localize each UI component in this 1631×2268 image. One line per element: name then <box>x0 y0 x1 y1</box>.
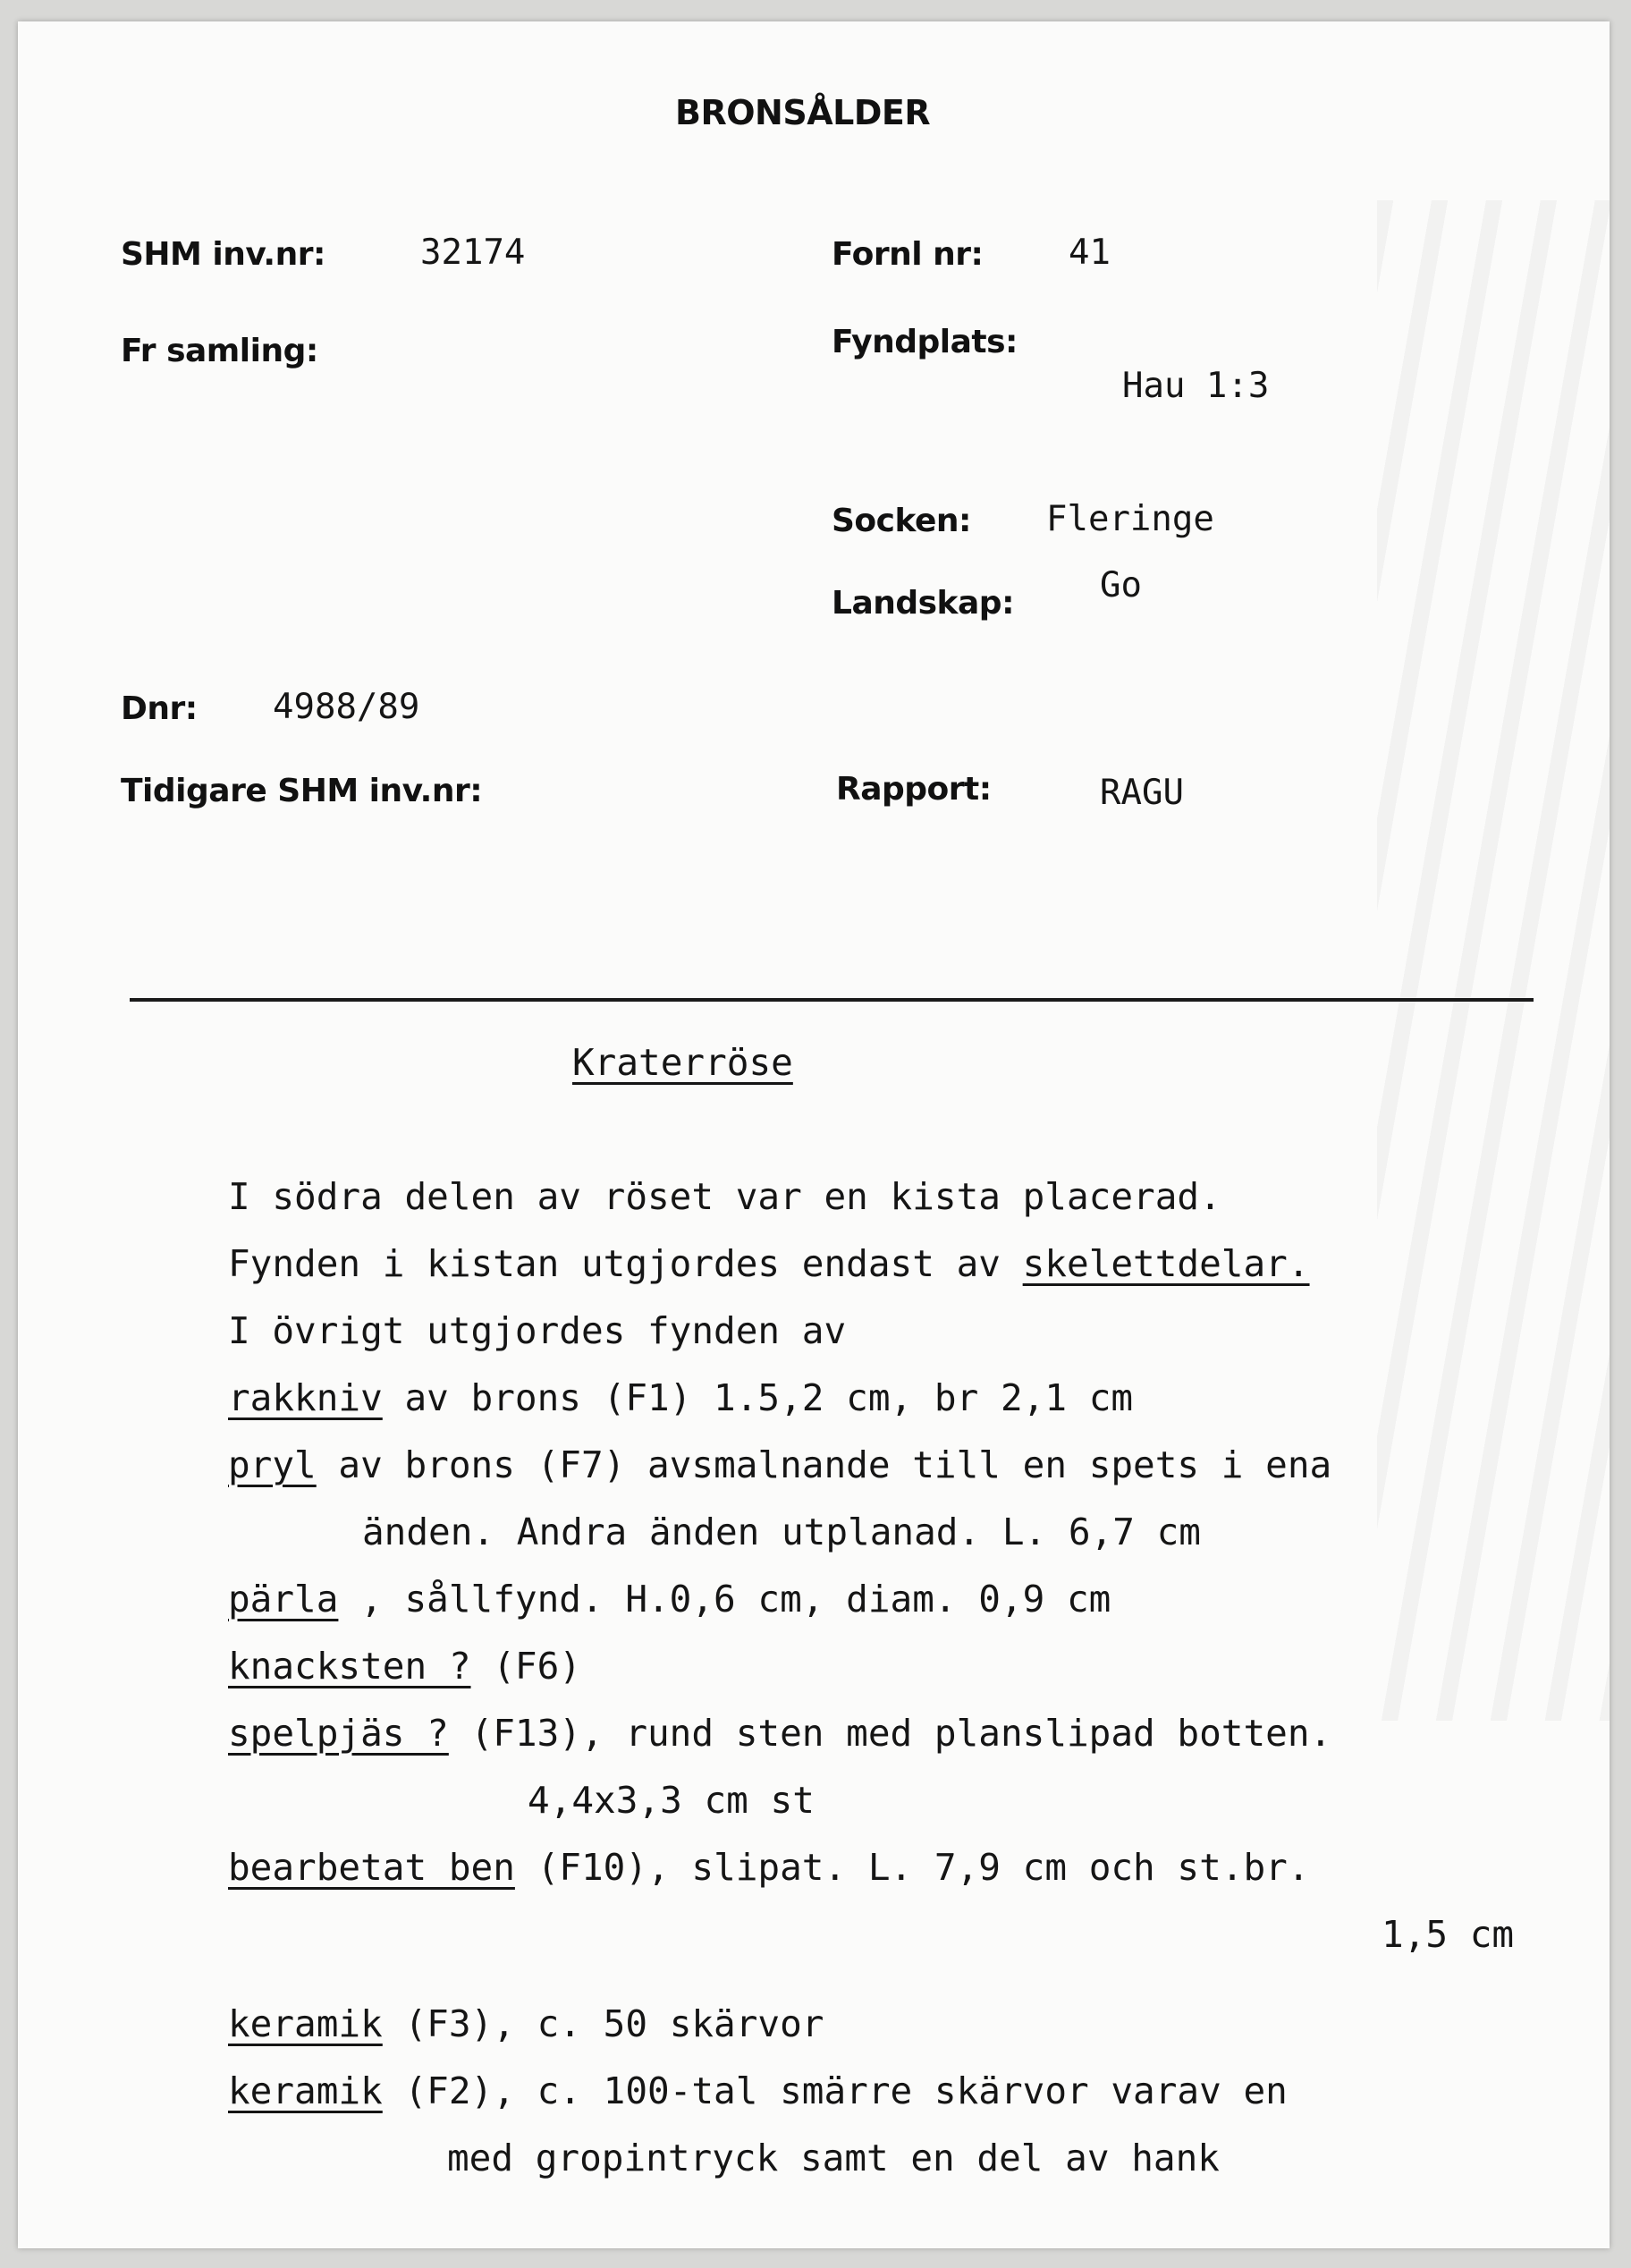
landskap-label: Landskap: <box>832 585 1014 622</box>
section-heading: Kraterröse <box>572 1041 793 1084</box>
find-item-continuation: 4,4x3,3 cm st <box>528 1779 815 1822</box>
find-item <box>228 1376 1133 1419</box>
find-term: keramik <box>228 2002 383 2045</box>
find-item <box>228 2002 824 2045</box>
find-description: av brons (F7) avsmalnande till en spets i ena <box>316 1443 1332 1486</box>
rapport-label: Rapport: <box>836 771 992 808</box>
tidigare-shm-label: Tidigare SHM inv.nr: <box>121 773 483 809</box>
fyndplats-value: Hau 1:3 <box>1122 366 1270 406</box>
rapport-value: RAGU <box>1100 773 1184 813</box>
find-description: (F2), c. 100-tal smärre skärvor varav en <box>382 2069 1288 2112</box>
bleed-through-texture <box>1377 200 1610 1721</box>
body-line-1: I södra delen av röset var en kista placerad. <box>228 1175 1221 1218</box>
socken-value: Fleringe <box>1046 499 1214 539</box>
fornl-value: 41 <box>1069 233 1111 273</box>
find-item <box>228 1578 1111 1621</box>
find-term: spelpjäs ? <box>228 1712 449 1755</box>
find-item <box>228 1645 581 1688</box>
find-item <box>228 1443 1331 1486</box>
landskap-value: Go <box>1100 565 1142 605</box>
find-term: pärla <box>228 1578 339 1621</box>
dnr-label: Dnr: <box>121 690 198 727</box>
document-title: BRONSÅLDER <box>675 93 931 132</box>
skelettdelar-term: skelettdelar. <box>1022 1242 1310 1285</box>
find-description: , sållfynd. H.0,6 cm, diam. 0,9 cm <box>338 1578 1111 1621</box>
dnr-value: 4988/89 <box>273 687 420 727</box>
find-item <box>228 1712 1331 1755</box>
body-line-2-text: Fynden i kistan utgjordes endast av <box>228 1242 1023 1285</box>
find-item-continuation: 1,5 cm <box>1382 1913 1515 1956</box>
find-term: keramik <box>228 2069 383 2112</box>
fr-samling-label: Fr samling: <box>121 333 318 369</box>
shm-inv-value: 32174 <box>420 233 526 273</box>
body-line-3: I övrigt utgjordes fynden av <box>228 1309 847 1352</box>
shm-inv-label: SHM inv.nr: <box>121 236 325 273</box>
divider-rule <box>130 998 1534 1002</box>
find-description: av brons (F1) 1.5,2 cm, br 2,1 cm <box>382 1376 1134 1419</box>
body-line-2 <box>228 1242 1310 1285</box>
find-term: knacksten ? <box>228 1645 471 1688</box>
fyndplats-label: Fyndplats: <box>832 324 1018 360</box>
find-term: pryl <box>228 1443 317 1486</box>
find-description: (F13), rund sten med planslipad botten. <box>448 1712 1332 1755</box>
find-description: (F3), c. 50 skärvor <box>382 2002 824 2045</box>
find-item <box>228 1846 1310 1889</box>
find-item-continuation: med gropintryck samt en del av hank <box>447 2137 1220 2179</box>
find-term: bearbetat ben <box>228 1846 515 1889</box>
document-page <box>18 21 1610 2248</box>
find-item-continuation: änden. Andra änden utplanad. L. 6,7 cm <box>362 1511 1201 1553</box>
find-description: (F10), slipat. L. 7,9 cm och st.br. <box>514 1846 1310 1889</box>
find-term: rakkniv <box>228 1376 383 1419</box>
find-description: (F6) <box>470 1645 581 1688</box>
socken-label: Socken: <box>832 503 971 539</box>
fornl-label: Fornl nr: <box>832 236 984 273</box>
find-item <box>228 2069 1288 2112</box>
